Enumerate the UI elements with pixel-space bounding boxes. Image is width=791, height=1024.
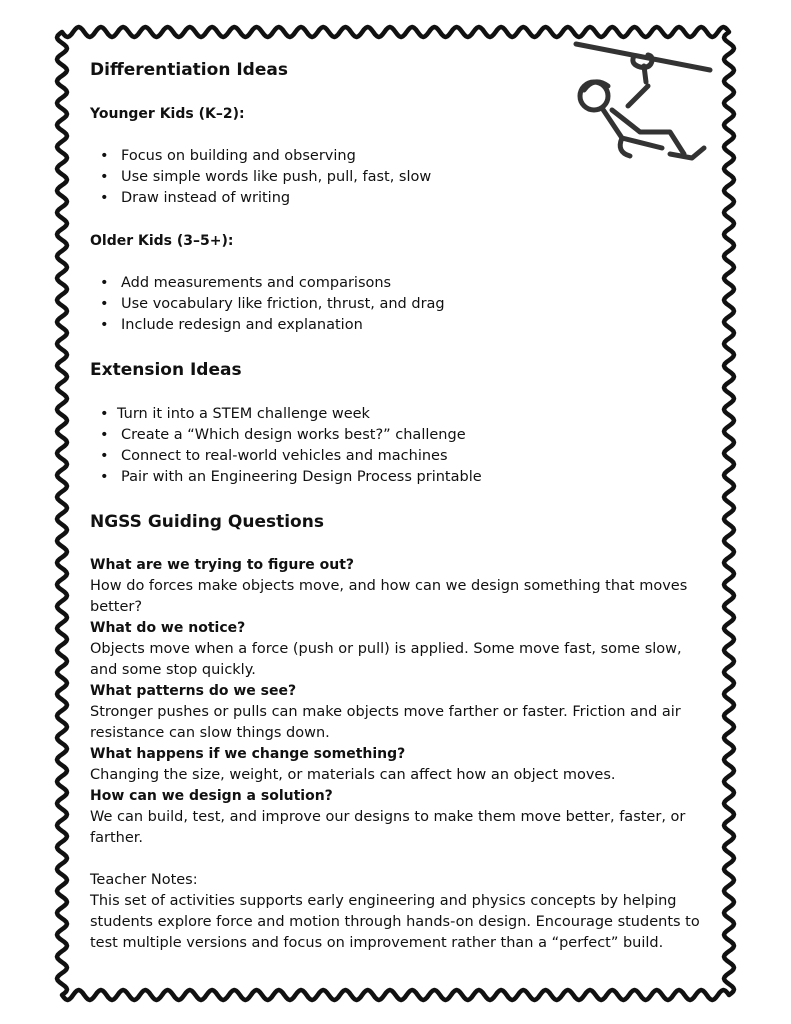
list-item: • Add measurements and comparisons [90,273,710,294]
list-item: • Use vocabulary like friction, thrust, and drag [90,294,710,315]
bullet: • [100,469,109,485]
list-item: • Include redesign and explanation [90,315,710,336]
list-item: • Use simple words like push, pull, fast, slow [90,167,710,188]
answer: We can build, test, and improve our designs to make them move better, faster, or farther. [90,809,686,846]
question: What happens if we change something? [90,746,406,762]
answer: Objects move when a force (push or pull) is applied. Some move fast, some slow, and some stop quickly. [90,641,682,678]
bullet: • [100,148,109,164]
answer: How do forces make objects move, and how can we design something that moves better? [90,578,688,615]
question: How can we design a solution? [90,788,333,804]
answer: Changing the size, weight, or materials can affect how an object moves. [90,767,616,783]
younger-kids-heading: Younger Kids (K–2): [90,106,245,122]
question: What do we notice? [90,620,246,636]
older-kids-list [90,273,710,336]
bullet: • [100,169,109,185]
list-item: • Focus on building and observing [90,146,710,167]
younger-kids-list [90,146,710,209]
extension-title: Extension Ideas [90,360,242,380]
bullet: • [100,448,109,464]
question: What patterns do we see? [90,683,297,699]
list-item: • Create a “Which design works best?” challenge [90,425,710,446]
list-item: • Turn it into a STEM challenge week [90,404,710,425]
bullet: • [100,190,109,206]
question: What are we trying to figure out? [90,557,355,573]
older-kids-heading: Older Kids (3–5+): [90,233,234,249]
teacher-notes-body: This set of activities supports early engineering and physics concepts by helping students explore force and motion through hands-on design. Encourage students to test multiple versions and focus on improvement rather than a “perfect” build. [90,893,700,951]
ngss-questions [90,555,710,849]
bullet: • [100,317,109,333]
teacher-notes-title: Teacher Notes: [90,872,198,888]
bullet: • [100,406,109,422]
worksheet-content [90,58,710,954]
differentiation-title: Differentiation Ideas [90,60,288,80]
list-item: • Connect to real-world vehicles and machines [90,446,710,467]
answer: Stronger pushes or pulls can make objects move farther or faster. Friction and air resistance can slow things down. [90,704,681,741]
bullet: • [100,296,109,312]
bullet: • [100,427,109,443]
list-item: • Pair with an Engineering Design Process printable [90,467,710,488]
list-item: • Draw instead of writing [90,188,710,209]
ngss-title: NGSS Guiding Questions [90,512,324,532]
extension-list [90,404,710,488]
bullet: • [100,275,109,291]
